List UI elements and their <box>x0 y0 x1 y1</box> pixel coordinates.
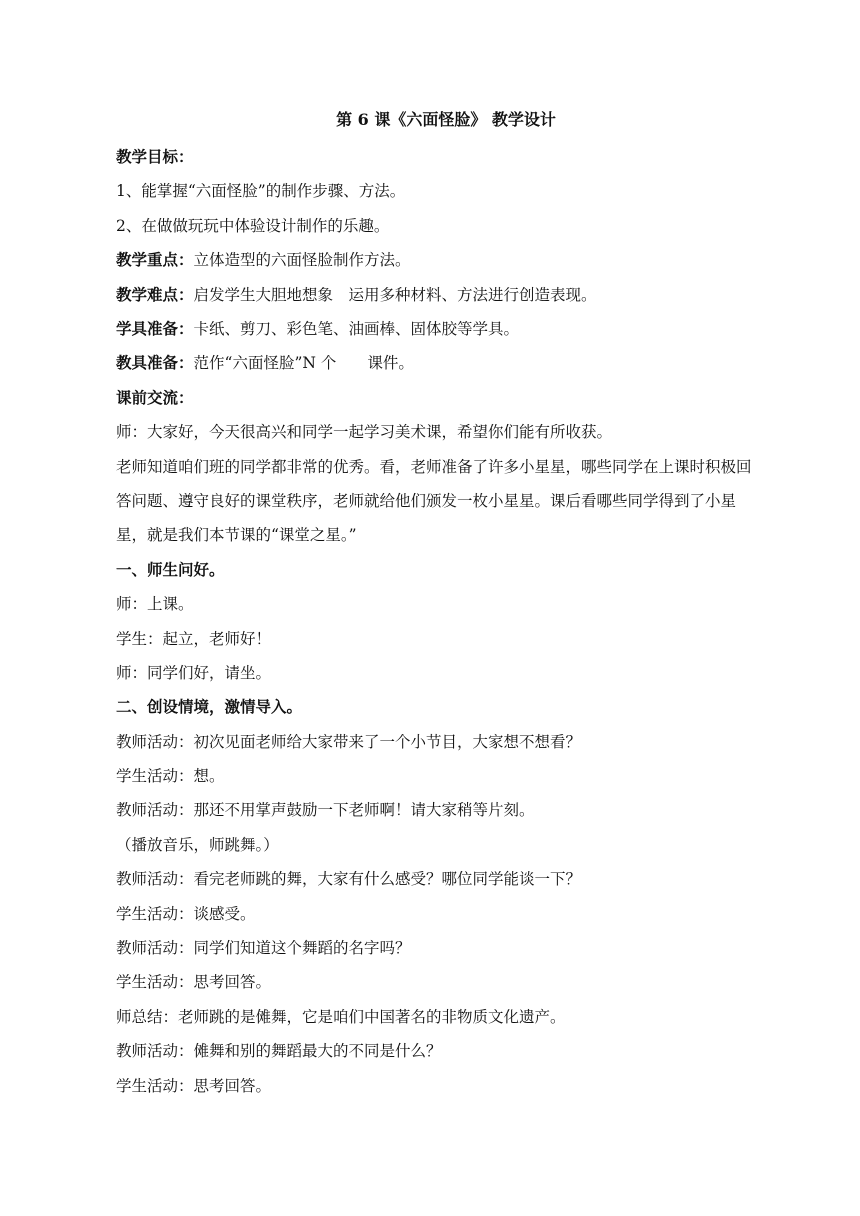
difficulty-label: 教学难点： <box>116 284 194 304</box>
section2-line: 教师活动：同学们知道这个舞蹈的名字吗？ <box>116 939 411 958</box>
section2-line: 学生活动：思考回答。 <box>116 973 272 992</box>
objectives-heading: 教学目标： <box>116 147 194 166</box>
section2-line: （播放音乐，师跳舞。） <box>116 835 279 854</box>
document-page <box>116 106 756 1103</box>
preclass-line: 师：大家好，今天很高兴和同学一起学习美术课，希望你们能有所收获。 <box>116 423 613 442</box>
key-point-row <box>116 243 756 277</box>
section2-heading: 二、创设情境，激情导入。 <box>116 697 303 717</box>
section2-line: 学生活动：想。 <box>116 767 225 786</box>
preclass-heading: 课前交流： <box>116 387 194 407</box>
preclass-paragraph: 老师知道咱们班的同学都非常的优秀。看，老师准备了许多小星星，哪些同学在上课时积极回答问题、遵守良好的课堂秩序，老师就给他们颁发一枚小星星。课后看哪些同学得到了小星星，就是我们本节课的“课堂之星。” <box>116 457 752 545</box>
section2-line: 教师活动：初次见面老师给大家带来了一个小节目，大家想不想看？ <box>116 732 582 751</box>
section2-line: 学生活动：谈感受。 <box>116 904 256 923</box>
key-point-text: 立体造型的六面怪脸制作方法。 <box>193 251 411 270</box>
document-title: 第 6 课《六面怪脸》 教学设计 <box>336 110 556 129</box>
section2-line: 教师活动：那还不用掌声鼓励一下老师啊！请大家稍等片刻。 <box>116 801 535 820</box>
teacher-prep-row <box>116 346 756 380</box>
objective-item: 1、能掌握“六面怪脸”的制作步骤、方法。 <box>116 182 406 201</box>
section2-line: 教师活动：傩舞和别的舞蹈最大的不同是什么？ <box>116 1042 442 1061</box>
section2-line: 师总结：老师跳的是傩舞，它是咱们中国著名的非物质文化遗产。 <box>116 1007 566 1026</box>
student-prep-row <box>116 312 756 346</box>
teacher-prep-text: 范作“六面怪脸”N 个 课件。 <box>193 354 414 373</box>
section1-heading: 一、师生问好。 <box>116 559 225 579</box>
section1-line: 学生：起立，老师好！ <box>116 629 272 648</box>
teacher-prep-label: 教具准备： <box>116 353 194 373</box>
section2-line: 学生活动：思考回答。 <box>116 1076 272 1095</box>
student-prep-label: 学具准备： <box>116 318 194 338</box>
student-prep-text: 卡纸、剪刀、彩色笔、油画棒、固体胶等学具。 <box>193 319 520 338</box>
section2-line: 教师活动：看完老师跳的舞，大家有什么感受？哪位同学能谈一下？ <box>116 870 582 889</box>
objective-item: 2、在做做玩玩中体验设计制作的乐趣。 <box>116 216 390 235</box>
key-point-label: 教学重点： <box>116 250 194 270</box>
difficulty-row <box>116 278 756 312</box>
section1-line: 师：同学们好，请坐。 <box>116 663 272 682</box>
section1-line: 师：上课。 <box>116 595 194 614</box>
difficulty-text: 启发学生大胆地想象 运用多种材料、方法进行创造表现。 <box>193 285 597 304</box>
